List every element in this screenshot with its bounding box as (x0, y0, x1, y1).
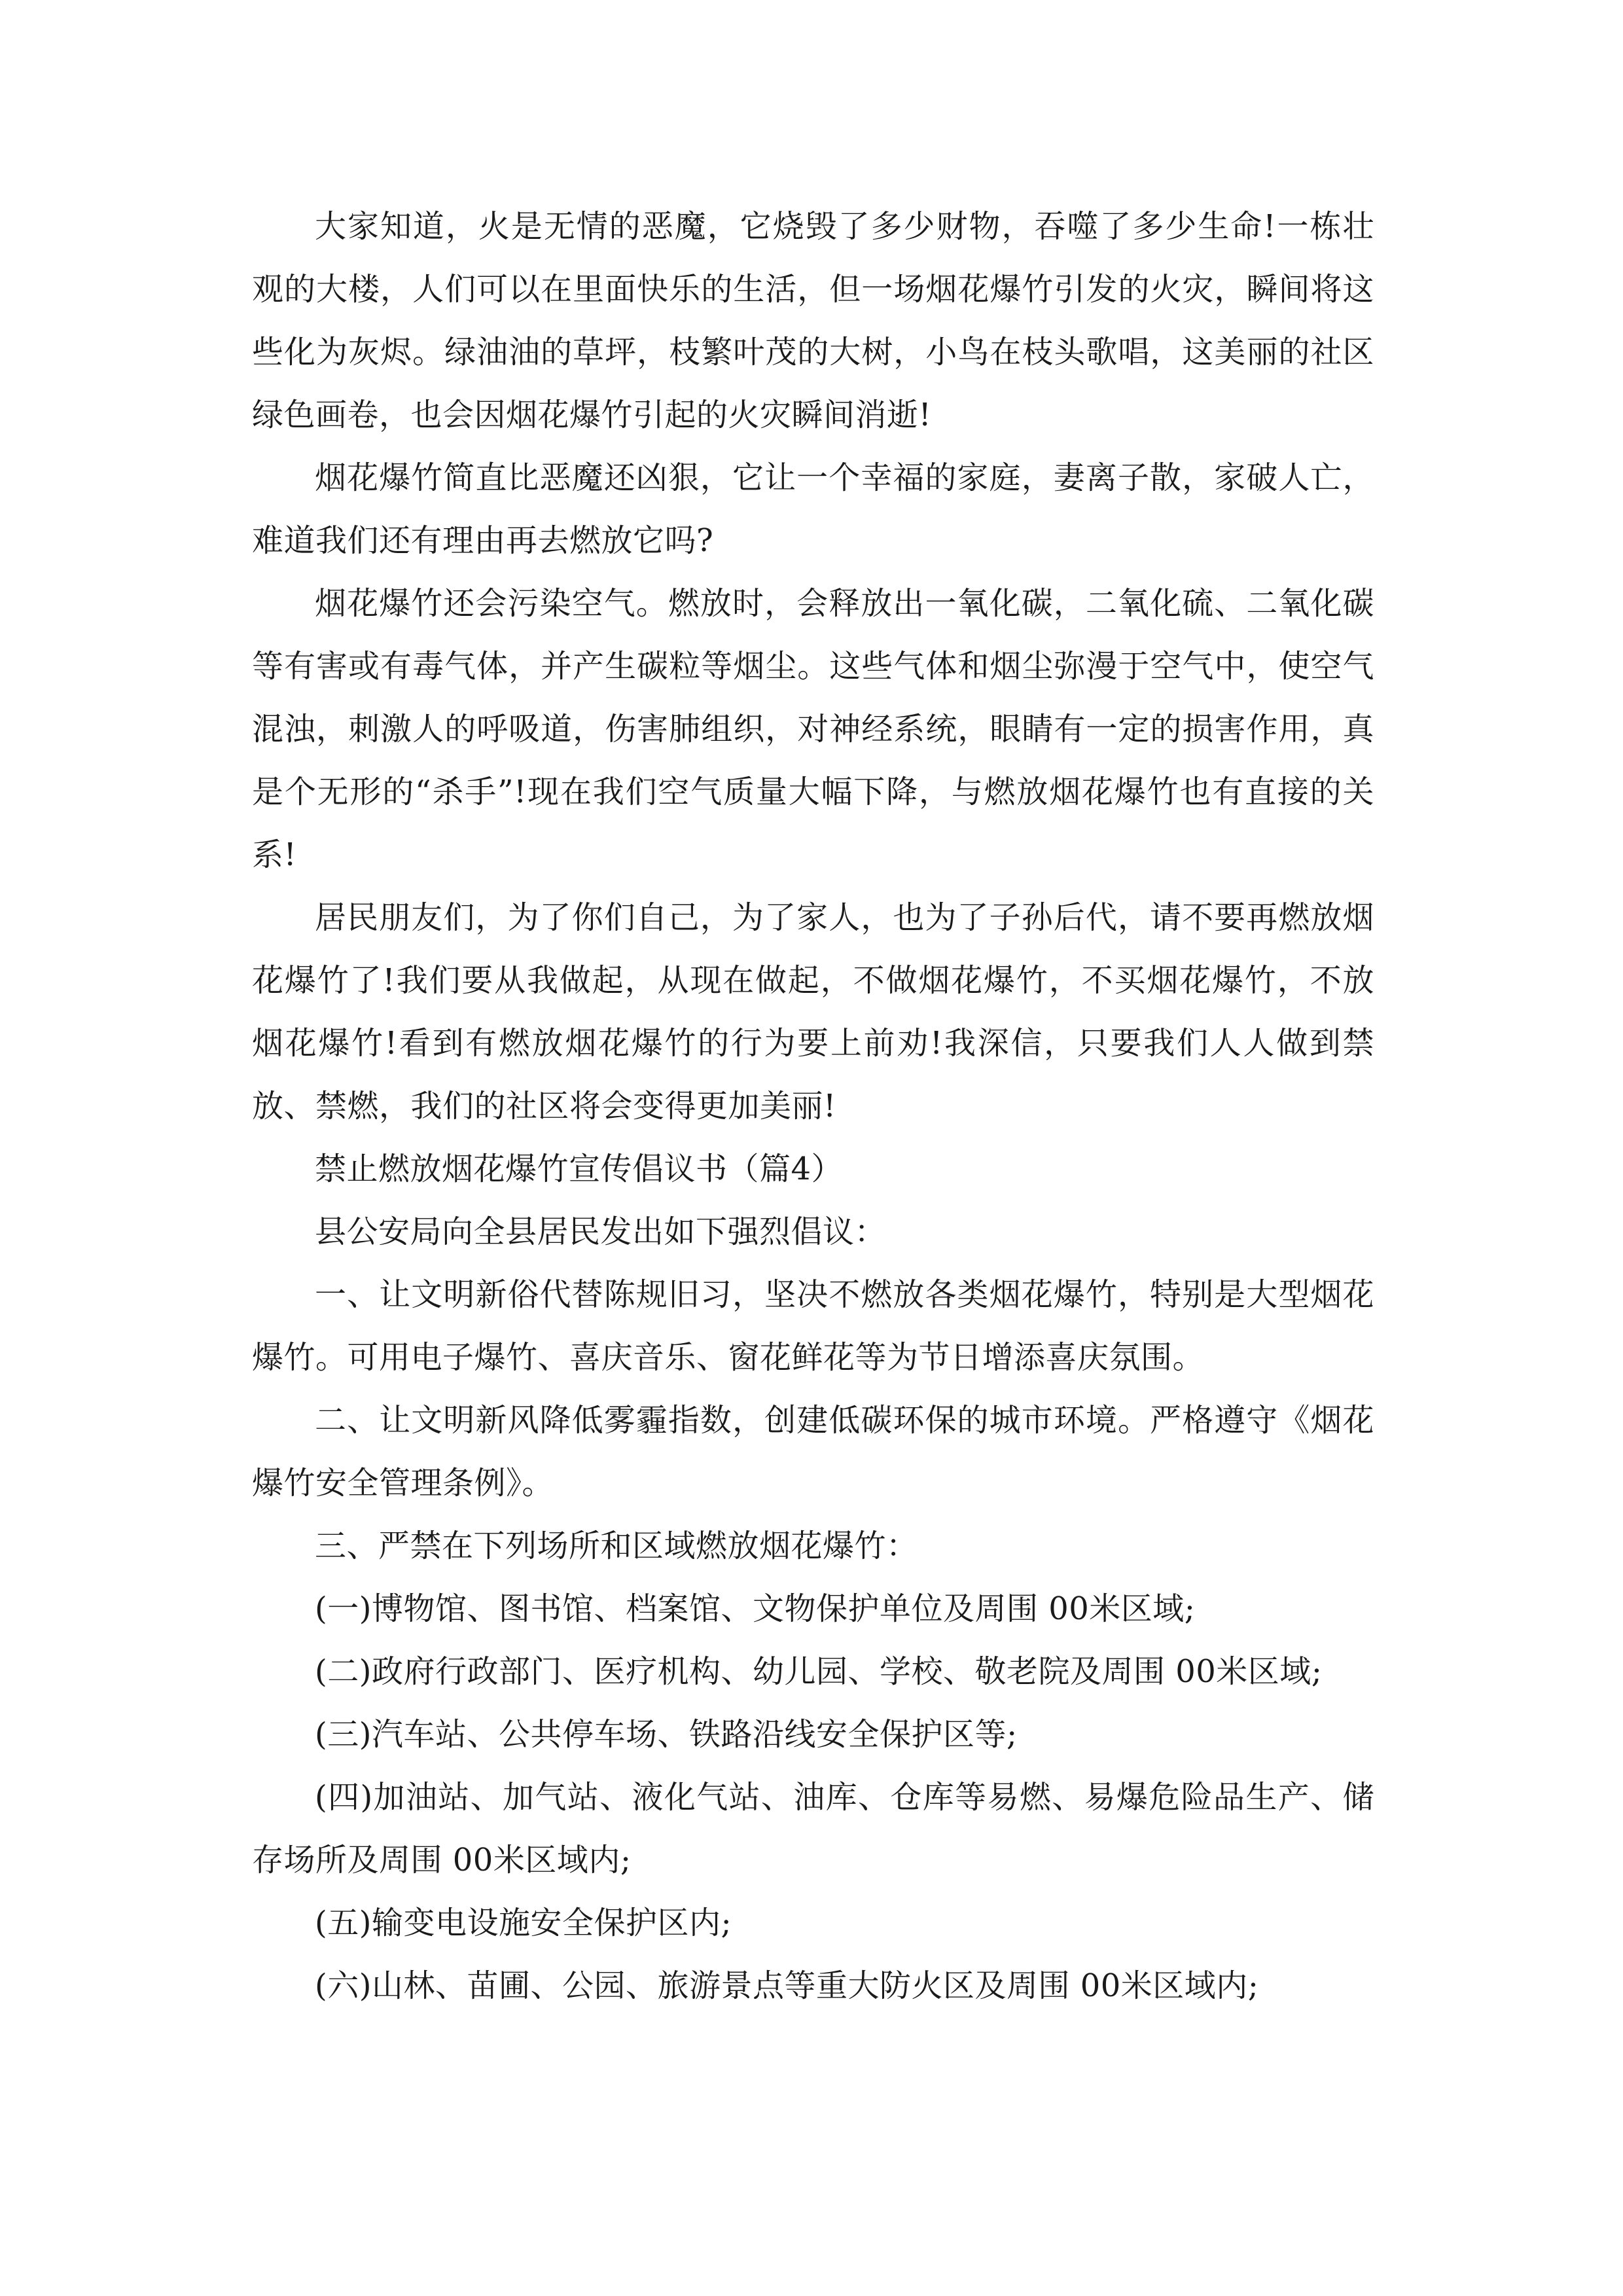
sub-item-museums: (一)博物馆、图书馆、档案馆、文物保护单位及周围 00米区域; (315, 1590, 1196, 1627)
paragraph-family-harm: 烟花爆竹简直比恶魔还凶狠，它让一个幸福的家庭，妻离子散，家破人亡，难道我们还有理由再去燃放它吗? (252, 459, 1374, 559)
list-item-second: 二、让文明新风降低雾霾指数，创建低碳环保的城市环境。严格遵守《烟花爆竹安全管理条例》。 (252, 1402, 1374, 1501)
document-body (252, 195, 1374, 2017)
paragraph-initiative-intro: 县公安局向全县居民发出如下强烈倡议： (315, 1213, 887, 1250)
sub-item-stations: (三)汽车站、公共停车场、铁路沿线安全保护区等; (315, 1716, 1018, 1753)
list-item-third: 三、严禁在下列场所和区域燃放烟花爆竹： (315, 1528, 918, 1564)
paragraph-fire-hazard: 大家知道，火是无情的恶魔，它烧毁了多少财物，吞噬了多少生命!一栋壮观的大楼，人们可以在里面快乐的生活，但一场烟花爆竹引发的火灾，瞬间将这些化为灰烬。绿油油的草坪，枝繁叶茂的大树，小鸟在枝头歌唱，这美丽的社区绿色画卷，也会因烟花爆竹引起的火灾瞬间消逝! (252, 208, 1374, 433)
list-item-first: 一、让文明新俗代替陈规旧习，坚决不燃放各类烟花爆竹，特别是大型烟花爆竹。可用电子爆竹、喜庆音乐、窗花鲜花等为节日增添喜庆氛围。 (252, 1276, 1374, 1376)
sub-item-power-facilities: (五)输变电设施安全保护区内; (315, 1905, 732, 1941)
section-heading: 禁止燃放烟花爆竹宣传倡议书（篇4） (315, 1151, 844, 1187)
sub-item-gas-stations: (四)加油站、加气站、液化气站、油库、仓库等易燃、易爆危险品生产、储存场所及周围 00米区域内; (252, 1779, 1374, 1878)
paragraph-air-pollution: 烟花爆竹还会污染空气。燃放时，会释放出一氧化碳，二氧化硫、二氧化碳等有害或有毒气体，并产生碳粒等烟尘。这些气体和烟尘弥漫于空气中，使空气混浊，刺激人的呼吸道，伤害肺组织，对神经系统，眼睛有一定的损害作用，真是个无形的“杀手”!现在我们空气质量大幅下降，与燃放烟花爆竹也有直接的关系! (252, 585, 1374, 873)
paragraph-appeal-residents: 居民朋友们，为了你们自己，为了家人，也为了子孙后代，请不要再燃放烟花爆竹了!我们要从我做起，从现在做起，不做烟花爆竹，不买烟花爆竹，不放烟花爆竹!看到有燃放烟花爆竹的行为要上前劝!我深信，只要我们人人做到禁放、禁燃，我们的社区将会变得更加美丽! (252, 899, 1374, 1124)
sub-item-forests-parks: (六)山林、苗圃、公园、旅游景点等重大防火区及周围 00米区域内; (315, 1967, 1259, 2004)
sub-item-government: (二)政府行政部门、医疗机构、幼儿园、学校、敬老院及周围 00米区域; (315, 1653, 1323, 1690)
